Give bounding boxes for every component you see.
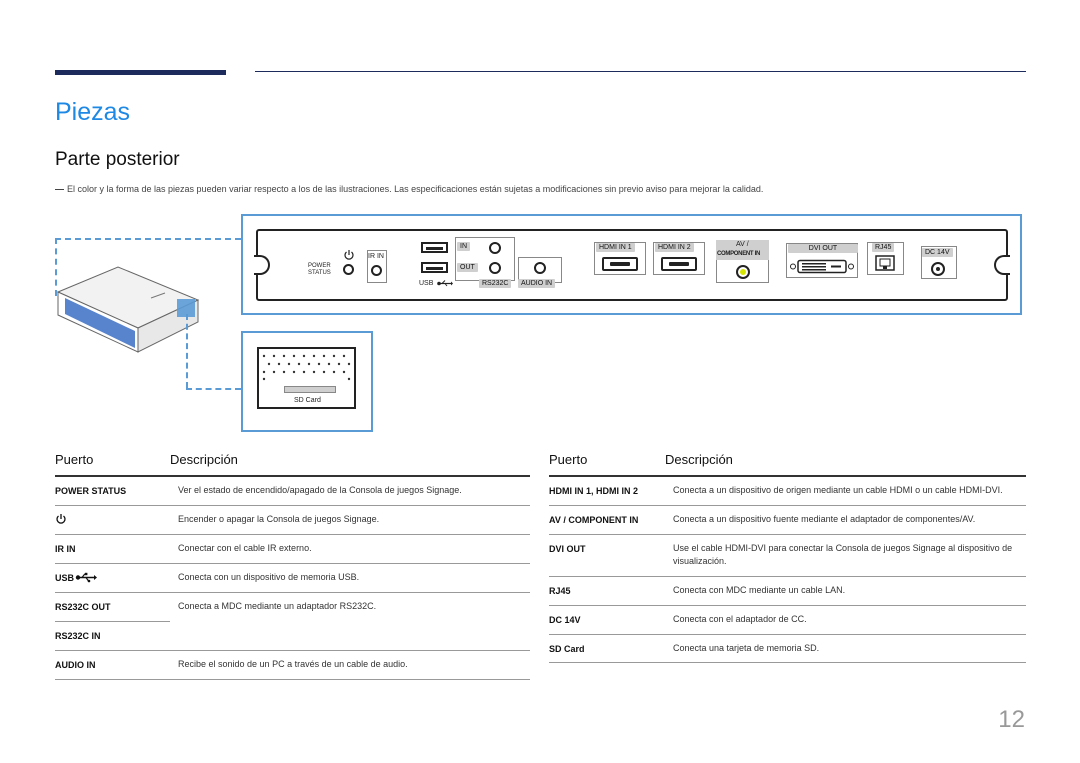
left-row-description: Encender o apagar la Consola de juegos Signage. bbox=[178, 514, 380, 524]
note-dash-icon bbox=[55, 189, 64, 190]
left-row-port: RS232C OUT bbox=[55, 602, 111, 612]
power-icon bbox=[343, 249, 355, 261]
rs232c-out-label: OUT bbox=[457, 263, 478, 272]
usb-icon bbox=[75, 572, 97, 583]
row-divider bbox=[549, 576, 1026, 577]
row-divider bbox=[55, 592, 530, 593]
usb-port-2[interactable] bbox=[421, 262, 448, 273]
component-in-label: COMPONENT IN bbox=[717, 251, 761, 257]
left-table-header-description: Descripción bbox=[170, 452, 238, 467]
right-table-header-port: Puerto bbox=[549, 452, 588, 467]
device-illustration bbox=[55, 262, 205, 357]
dvi-out-label: DVI OUT bbox=[788, 244, 858, 253]
header-rule bbox=[255, 71, 1026, 72]
usb-label: USB bbox=[419, 280, 434, 287]
panel-notch bbox=[994, 255, 1010, 275]
left-row-port: AUDIO IN bbox=[55, 660, 96, 670]
header-bar bbox=[55, 70, 226, 75]
row-divider bbox=[55, 563, 530, 564]
hdmi-in-2-port[interactable] bbox=[661, 257, 697, 271]
right-row-description: Conecta una tarjeta de memoria SD. bbox=[673, 643, 820, 653]
rj45-port[interactable] bbox=[875, 255, 895, 271]
usb-icon bbox=[437, 279, 453, 288]
rs232c-in-label: IN bbox=[457, 242, 470, 251]
right-row-description: Use el cable HDMI-DVI para conectar la Consola de juegos Signage al dispositivo de visualización. bbox=[673, 543, 1013, 566]
rj45-label: RJ45 bbox=[872, 243, 894, 252]
sd-card-slot[interactable] bbox=[284, 386, 336, 393]
leader-line bbox=[55, 238, 241, 240]
leader-line bbox=[186, 388, 241, 390]
row-divider bbox=[549, 534, 1026, 535]
sd-card-label: SD Card bbox=[294, 397, 321, 404]
audio-in-label: AUDIO IN bbox=[518, 279, 555, 288]
note-text: El color y la forma de las piezas pueden variar respecto a los de las ilustraciones. Las especificaciones están sujetas a modificaciones sin previo aviso para mejorar la calidad. bbox=[67, 184, 764, 194]
av-component-port-center bbox=[740, 269, 746, 275]
leader-line bbox=[55, 238, 57, 296]
page-title: Piezas bbox=[55, 98, 131, 126]
left-table-header-port: Puerto bbox=[55, 452, 94, 467]
right-row-port: AV / COMPONENT IN bbox=[549, 515, 639, 525]
right-row-description: Conecta con el adaptador de CC. bbox=[673, 614, 807, 624]
row-divider bbox=[549, 605, 1026, 606]
left-row-description: Ver el estado de encendido/apagado de la Consola de juegos Signage. bbox=[178, 485, 462, 495]
right-row-port: HDMI IN 1, HDMI IN 2 bbox=[549, 486, 639, 496]
status-label: STATUS bbox=[308, 270, 331, 276]
right-row-port: SD Card bbox=[549, 644, 585, 654]
row-divider bbox=[55, 650, 530, 651]
audio-in-port[interactable] bbox=[534, 262, 546, 274]
left-row-port: IR IN bbox=[55, 544, 76, 554]
ir-in-label: IR IN bbox=[368, 253, 384, 260]
av-label: AV / bbox=[736, 241, 749, 248]
hdmi-in-1-port[interactable] bbox=[602, 257, 638, 271]
rs232c-label: RS232C bbox=[479, 279, 511, 288]
row-divider bbox=[55, 505, 530, 506]
row-divider bbox=[55, 534, 530, 535]
page-number: 12 bbox=[998, 706, 1025, 733]
right-table-header-description: Descripción bbox=[665, 452, 733, 467]
hdmi-in-1-label: HDMI IN 1 bbox=[596, 243, 635, 252]
dc-14v-port-pin bbox=[936, 267, 940, 271]
left-row-description: Conecta a MDC mediante un adaptador RS232C. bbox=[178, 601, 377, 611]
row-divider bbox=[549, 634, 1026, 635]
left-row-port: USB bbox=[55, 573, 75, 583]
right-row-description: Conecta con MDC mediante un cable LAN. bbox=[673, 585, 846, 595]
power-icon bbox=[55, 513, 67, 525]
right-row-port: DVI OUT bbox=[549, 544, 586, 554]
rs232c-out-port[interactable] bbox=[489, 262, 501, 274]
power-label: POWER bbox=[308, 263, 331, 269]
left-row-description: Conectar con el cable IR externo. bbox=[178, 543, 312, 553]
row-divider bbox=[55, 679, 530, 680]
row-divider bbox=[549, 662, 1026, 663]
ir-in-port[interactable] bbox=[371, 265, 382, 276]
section-title: Parte posterior bbox=[55, 149, 180, 170]
right-row-port: RJ45 bbox=[549, 586, 571, 596]
dvi-out-port[interactable] bbox=[789, 259, 855, 274]
right-row-description: Conecta a un dispositivo de origen mediante un cable HDMI o un cable HDMI-DVI. bbox=[673, 485, 1003, 495]
right-table-header-rule bbox=[549, 475, 1026, 477]
right-row-description: Conecta a un dispositivo fuente mediante el adaptador de componentes/AV. bbox=[673, 514, 976, 524]
vent-holes bbox=[259, 352, 355, 382]
power-status-led bbox=[343, 264, 354, 275]
left-row-port: RS232C IN bbox=[55, 631, 101, 641]
usb-port-1[interactable] bbox=[421, 242, 448, 253]
left-row-port: POWER STATUS bbox=[55, 486, 127, 496]
row-divider bbox=[55, 621, 170, 622]
leader-line bbox=[186, 314, 188, 388]
dc-14v-label: DC 14V bbox=[922, 248, 953, 257]
row-divider bbox=[549, 505, 1026, 506]
left-table-header-rule bbox=[55, 475, 530, 477]
left-row-description: Recibe el sonido de un PC a través de un cable de audio. bbox=[178, 659, 408, 669]
note bbox=[55, 184, 763, 194]
right-row-port: DC 14V bbox=[549, 615, 581, 625]
rs232c-in-port[interactable] bbox=[489, 242, 501, 254]
hdmi-in-2-label: HDMI IN 2 bbox=[655, 243, 694, 252]
left-row-description: Conecta con un dispositivo de memoria USB. bbox=[178, 572, 360, 582]
